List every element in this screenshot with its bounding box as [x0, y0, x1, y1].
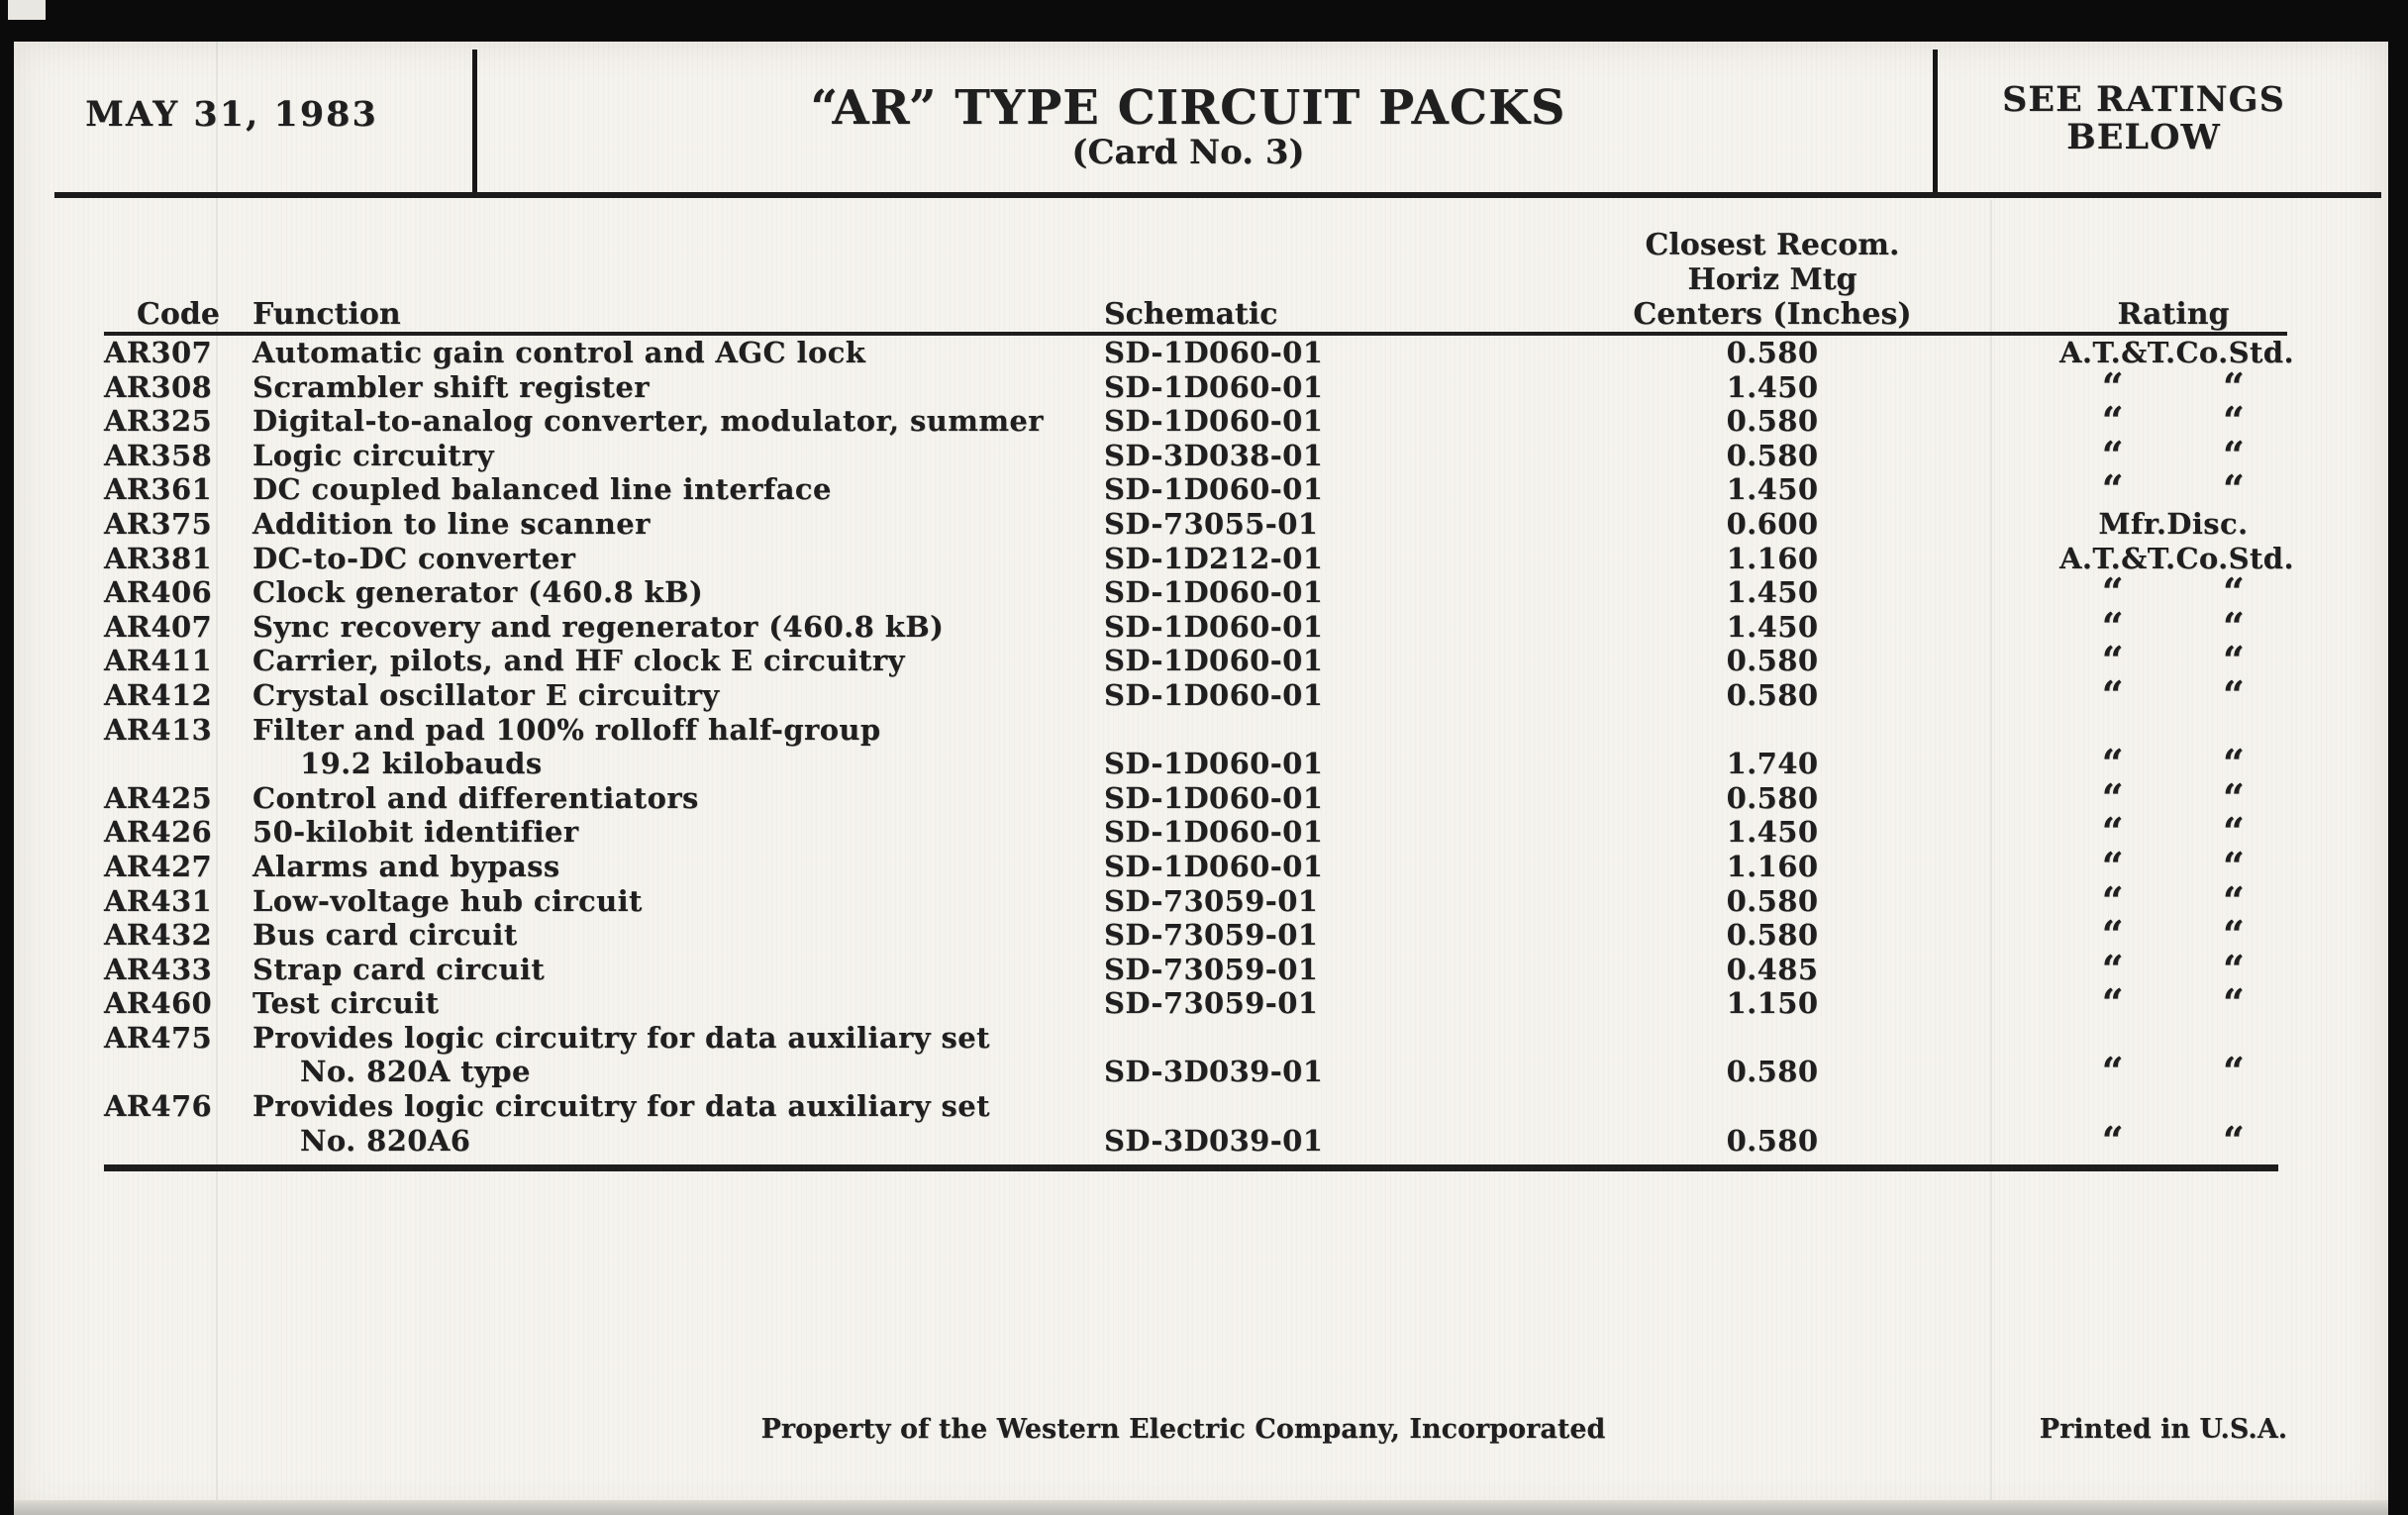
ditto-marks: “ “	[2101, 671, 2246, 717]
header-rule	[54, 192, 2381, 198]
row-function: Logic circuitry	[252, 438, 495, 472]
ditto-marks: “ “	[2101, 843, 2246, 888]
row-function: 50-kilobit identifier	[252, 815, 579, 850]
column-header-centers	[1485, 228, 2059, 334]
row-rating	[2059, 809, 2287, 855]
row-function: Control and differentiators	[252, 780, 699, 815]
row-rating	[2059, 912, 2287, 958]
row-schematic: SD-3D039-01	[1104, 1123, 1324, 1158]
row-code: AR358	[104, 438, 213, 472]
row-centers: 1.160	[1726, 541, 1819, 575]
table-row	[104, 472, 2287, 507]
row-schematic: SD-73059-01	[1104, 952, 1319, 986]
header-date: MAY 31, 1983	[85, 94, 378, 135]
row-function: Low-voltage hub circuit	[252, 883, 643, 918]
row-function: Addition to line scanner	[252, 506, 651, 541]
row-code: AR427	[104, 849, 213, 883]
row-function: Strap card circuit	[252, 952, 546, 986]
table-header-row	[104, 228, 2287, 334]
row-schematic: SD-1D212-01	[1104, 541, 1324, 575]
row-centers: 1.450	[1726, 369, 1819, 404]
row-centers: 0.600	[1726, 506, 1819, 541]
row-code: AR475	[104, 1020, 213, 1055]
row-centers: 1.450	[1726, 609, 1819, 644]
row-function: Provides logic circuitry for data auxiliary set No. 820A6	[252, 1089, 990, 1158]
row-schematic: SD-73059-01	[1104, 918, 1319, 953]
row-centers: 1.740	[1726, 747, 1819, 781]
circuit-packs-table	[104, 228, 2294, 1162]
row-centers: 0.580	[1726, 780, 1819, 815]
row-schematic: SD-73059-01	[1104, 986, 1319, 1021]
page-subtitle: (Card No. 3)	[1071, 133, 1305, 172]
ditto-marks: “ “	[2101, 638, 2246, 683]
row-function: Crystal oscillator E circuitry	[252, 677, 720, 712]
row-function: Automatic gain control and AGC lock	[252, 336, 866, 369]
row-centers: 0.580	[1726, 883, 1819, 918]
row-schematic: SD-1D060-01	[1104, 609, 1324, 644]
ditto-marks: “ “	[2101, 912, 2246, 958]
column-header-rating: Rating	[2059, 228, 2287, 334]
row-centers: 0.580	[1726, 1123, 1819, 1158]
row-function: Filter and pad 100% rolloff half-group 19.2 kilobauds	[252, 712, 881, 781]
ditto-marks: “ “	[2101, 569, 2246, 615]
row-schematic: SD-1D060-01	[1104, 849, 1324, 883]
title-block	[693, 80, 1683, 172]
row-schematic: SD-1D060-01	[1104, 472, 1324, 507]
row-function: Test circuit	[252, 986, 440, 1021]
row-code: AR412	[104, 677, 213, 712]
row-schematic: SD-3D039-01	[1104, 1055, 1324, 1089]
row-schematic: SD-3D038-01	[1104, 438, 1324, 472]
ratings-note	[1995, 81, 2292, 156]
row-schematic: SD-1D060-01	[1104, 575, 1324, 610]
column-header-centers-line3: Centers (Inches)	[1633, 297, 1912, 332]
table-row	[104, 884, 2287, 919]
row-rating	[2059, 569, 2287, 615]
header-divider-left	[472, 50, 477, 194]
row-schematic: SD-1D060-01	[1104, 780, 1324, 815]
row-rating	[2059, 713, 2287, 786]
row-function: DC-to-DC converter	[252, 541, 576, 575]
row-rating	[2059, 363, 2287, 409]
row-function: Bus card circuit	[252, 918, 518, 953]
row-code: AR325	[104, 404, 213, 439]
row-rating	[2059, 638, 2287, 683]
row-centers: 0.580	[1726, 336, 1819, 369]
row-code: AR411	[104, 644, 213, 678]
row-centers: 0.580	[1726, 438, 1819, 472]
row-function: Carrier, pilots, and HF clock E circuitry	[252, 644, 905, 678]
row-centers: 0.485	[1726, 952, 1819, 986]
row-centers: 0.580	[1726, 677, 1819, 712]
property-notice: Property of the Western Electric Company, Incorporated	[760, 1414, 1606, 1445]
ratings-note-line2: BELOW	[2066, 117, 2221, 157]
table-row	[104, 404, 2287, 439]
row-rating	[2059, 398, 2287, 444]
page-title: “AR” TYPE CIRCUIT PACKS	[810, 80, 1566, 136]
row-code: AR476	[104, 1089, 213, 1124]
row-centers: 1.450	[1726, 472, 1819, 507]
table-row	[104, 986, 2287, 1021]
row-code: AR431	[104, 883, 213, 918]
row-code: AR308	[104, 369, 213, 404]
row-rating	[2059, 946, 2287, 991]
column-header-function: Function	[252, 228, 1104, 334]
row-rating	[2059, 877, 2287, 923]
table-row	[104, 781, 2287, 816]
ditto-marks: “ “	[2101, 398, 2246, 444]
row-centers: 0.580	[1726, 644, 1819, 678]
row-code: AR361	[104, 472, 213, 507]
row-code: AR381	[104, 541, 213, 575]
row-centers: 1.150	[1726, 986, 1819, 1021]
row-centers: 1.450	[1726, 575, 1819, 610]
column-header-centers-line2: Horiz Mtg	[1687, 262, 1857, 297]
row-function: Digital-to-analog converter, modulator, summer	[252, 404, 1044, 439]
row-code: AR413	[104, 712, 213, 747]
row-schematic: SD-1D060-01	[1104, 404, 1324, 439]
row-function: Scrambler shift register	[252, 369, 650, 404]
row-rating	[2059, 466, 2287, 512]
ditto-marks: “ “	[2101, 741, 2246, 786]
row-code: AR426	[104, 815, 213, 850]
ditto-marks: “ “	[2101, 877, 2246, 923]
table-row	[104, 575, 2287, 610]
table-row	[104, 850, 2287, 884]
column-header-code: Code	[104, 228, 252, 334]
column-header-schematic: Schematic	[1104, 228, 1485, 334]
row-code: AR433	[104, 952, 213, 986]
table-row	[104, 542, 2287, 576]
row-code: AR307	[104, 336, 213, 369]
row-schematic: SD-1D060-01	[1104, 369, 1324, 404]
row-schematic: SD-1D060-01	[1104, 336, 1324, 369]
table-row	[104, 644, 2287, 678]
ditto-marks: “ “	[2101, 774, 2246, 820]
table-row	[104, 334, 2287, 370]
row-code: AR375	[104, 506, 213, 541]
row-rating	[2059, 432, 2287, 477]
printed-notice: Printed in U.S.A.	[2039, 1414, 2288, 1445]
row-schematic: SD-73055-01	[1104, 506, 1319, 541]
row-schematic: SD-1D060-01	[1104, 815, 1324, 850]
row-code: AR425	[104, 780, 213, 815]
ditto-marks: “ “	[2101, 946, 2246, 991]
table-row	[104, 918, 2287, 953]
table-row	[104, 370, 2287, 405]
row-code: AR407	[104, 609, 213, 644]
card-page	[14, 42, 2388, 1515]
row-rating	[2059, 843, 2287, 888]
table-row	[104, 713, 2287, 781]
row-rating	[2059, 1021, 2287, 1094]
ditto-marks: “ “	[2101, 980, 2246, 1026]
table-row	[104, 1089, 2287, 1158]
row-rating	[2059, 671, 2287, 717]
row-schematic: SD-1D060-01	[1104, 747, 1324, 781]
row-rating	[2059, 774, 2287, 820]
table-row	[104, 1021, 2287, 1089]
row-rating	[2059, 980, 2287, 1026]
header-divider-right	[1933, 50, 1938, 194]
row-schematic: SD-73059-01	[1104, 883, 1319, 918]
scan-edge-bottom	[14, 1500, 2388, 1515]
scan-edge-notch	[8, 0, 46, 20]
row-function: Provides logic circuitry for data auxiliary set No. 820A type	[252, 1020, 990, 1089]
ditto-marks: “ “	[2101, 1049, 2246, 1094]
row-centers: 1.160	[1726, 849, 1819, 883]
ditto-marks: “ “	[2101, 1117, 2246, 1162]
table-row	[104, 507, 2287, 542]
ditto-marks: “ “	[2101, 603, 2246, 649]
table-row	[104, 678, 2287, 713]
column-header-centers-line1: Closest Recom.	[1645, 228, 1900, 262]
table-row	[104, 610, 2287, 645]
ditto-marks: “ “	[2101, 809, 2246, 855]
row-centers: 0.580	[1726, 918, 1819, 953]
row-rating: A.T.&T.Co.Std.	[2059, 541, 2294, 575]
row-function: Clock generator (460.8 kB)	[252, 575, 704, 610]
row-rating	[2059, 1089, 2287, 1162]
table-row	[104, 439, 2287, 473]
row-code: AR460	[104, 986, 213, 1021]
table-bottom-rule	[104, 1164, 2278, 1171]
ditto-marks: “ “	[2101, 363, 2246, 409]
row-code: AR406	[104, 575, 213, 610]
ditto-marks: “ “	[2101, 432, 2246, 477]
row-rating: A.T.&T.Co.Std.	[2059, 336, 2294, 369]
ditto-marks: “ “	[2101, 466, 2246, 512]
row-code: AR432	[104, 918, 213, 953]
row-schematic: SD-1D060-01	[1104, 644, 1324, 678]
row-schematic: SD-1D060-01	[1104, 677, 1324, 712]
row-centers: 1.450	[1726, 815, 1819, 850]
row-rating: Mfr.Disc.	[2098, 506, 2249, 541]
row-centers: 0.580	[1726, 1055, 1819, 1089]
row-centers: 0.580	[1726, 404, 1819, 439]
row-function: DC coupled balanced line interface	[252, 472, 832, 507]
row-rating	[2059, 603, 2287, 649]
table-row	[104, 953, 2287, 987]
ratings-note-line1: SEE RATINGS	[2002, 79, 2285, 120]
table-row	[104, 815, 2287, 850]
row-function: Sync recovery and regenerator (460.8 kB)	[252, 609, 945, 644]
row-function: Alarms and bypass	[252, 849, 560, 883]
